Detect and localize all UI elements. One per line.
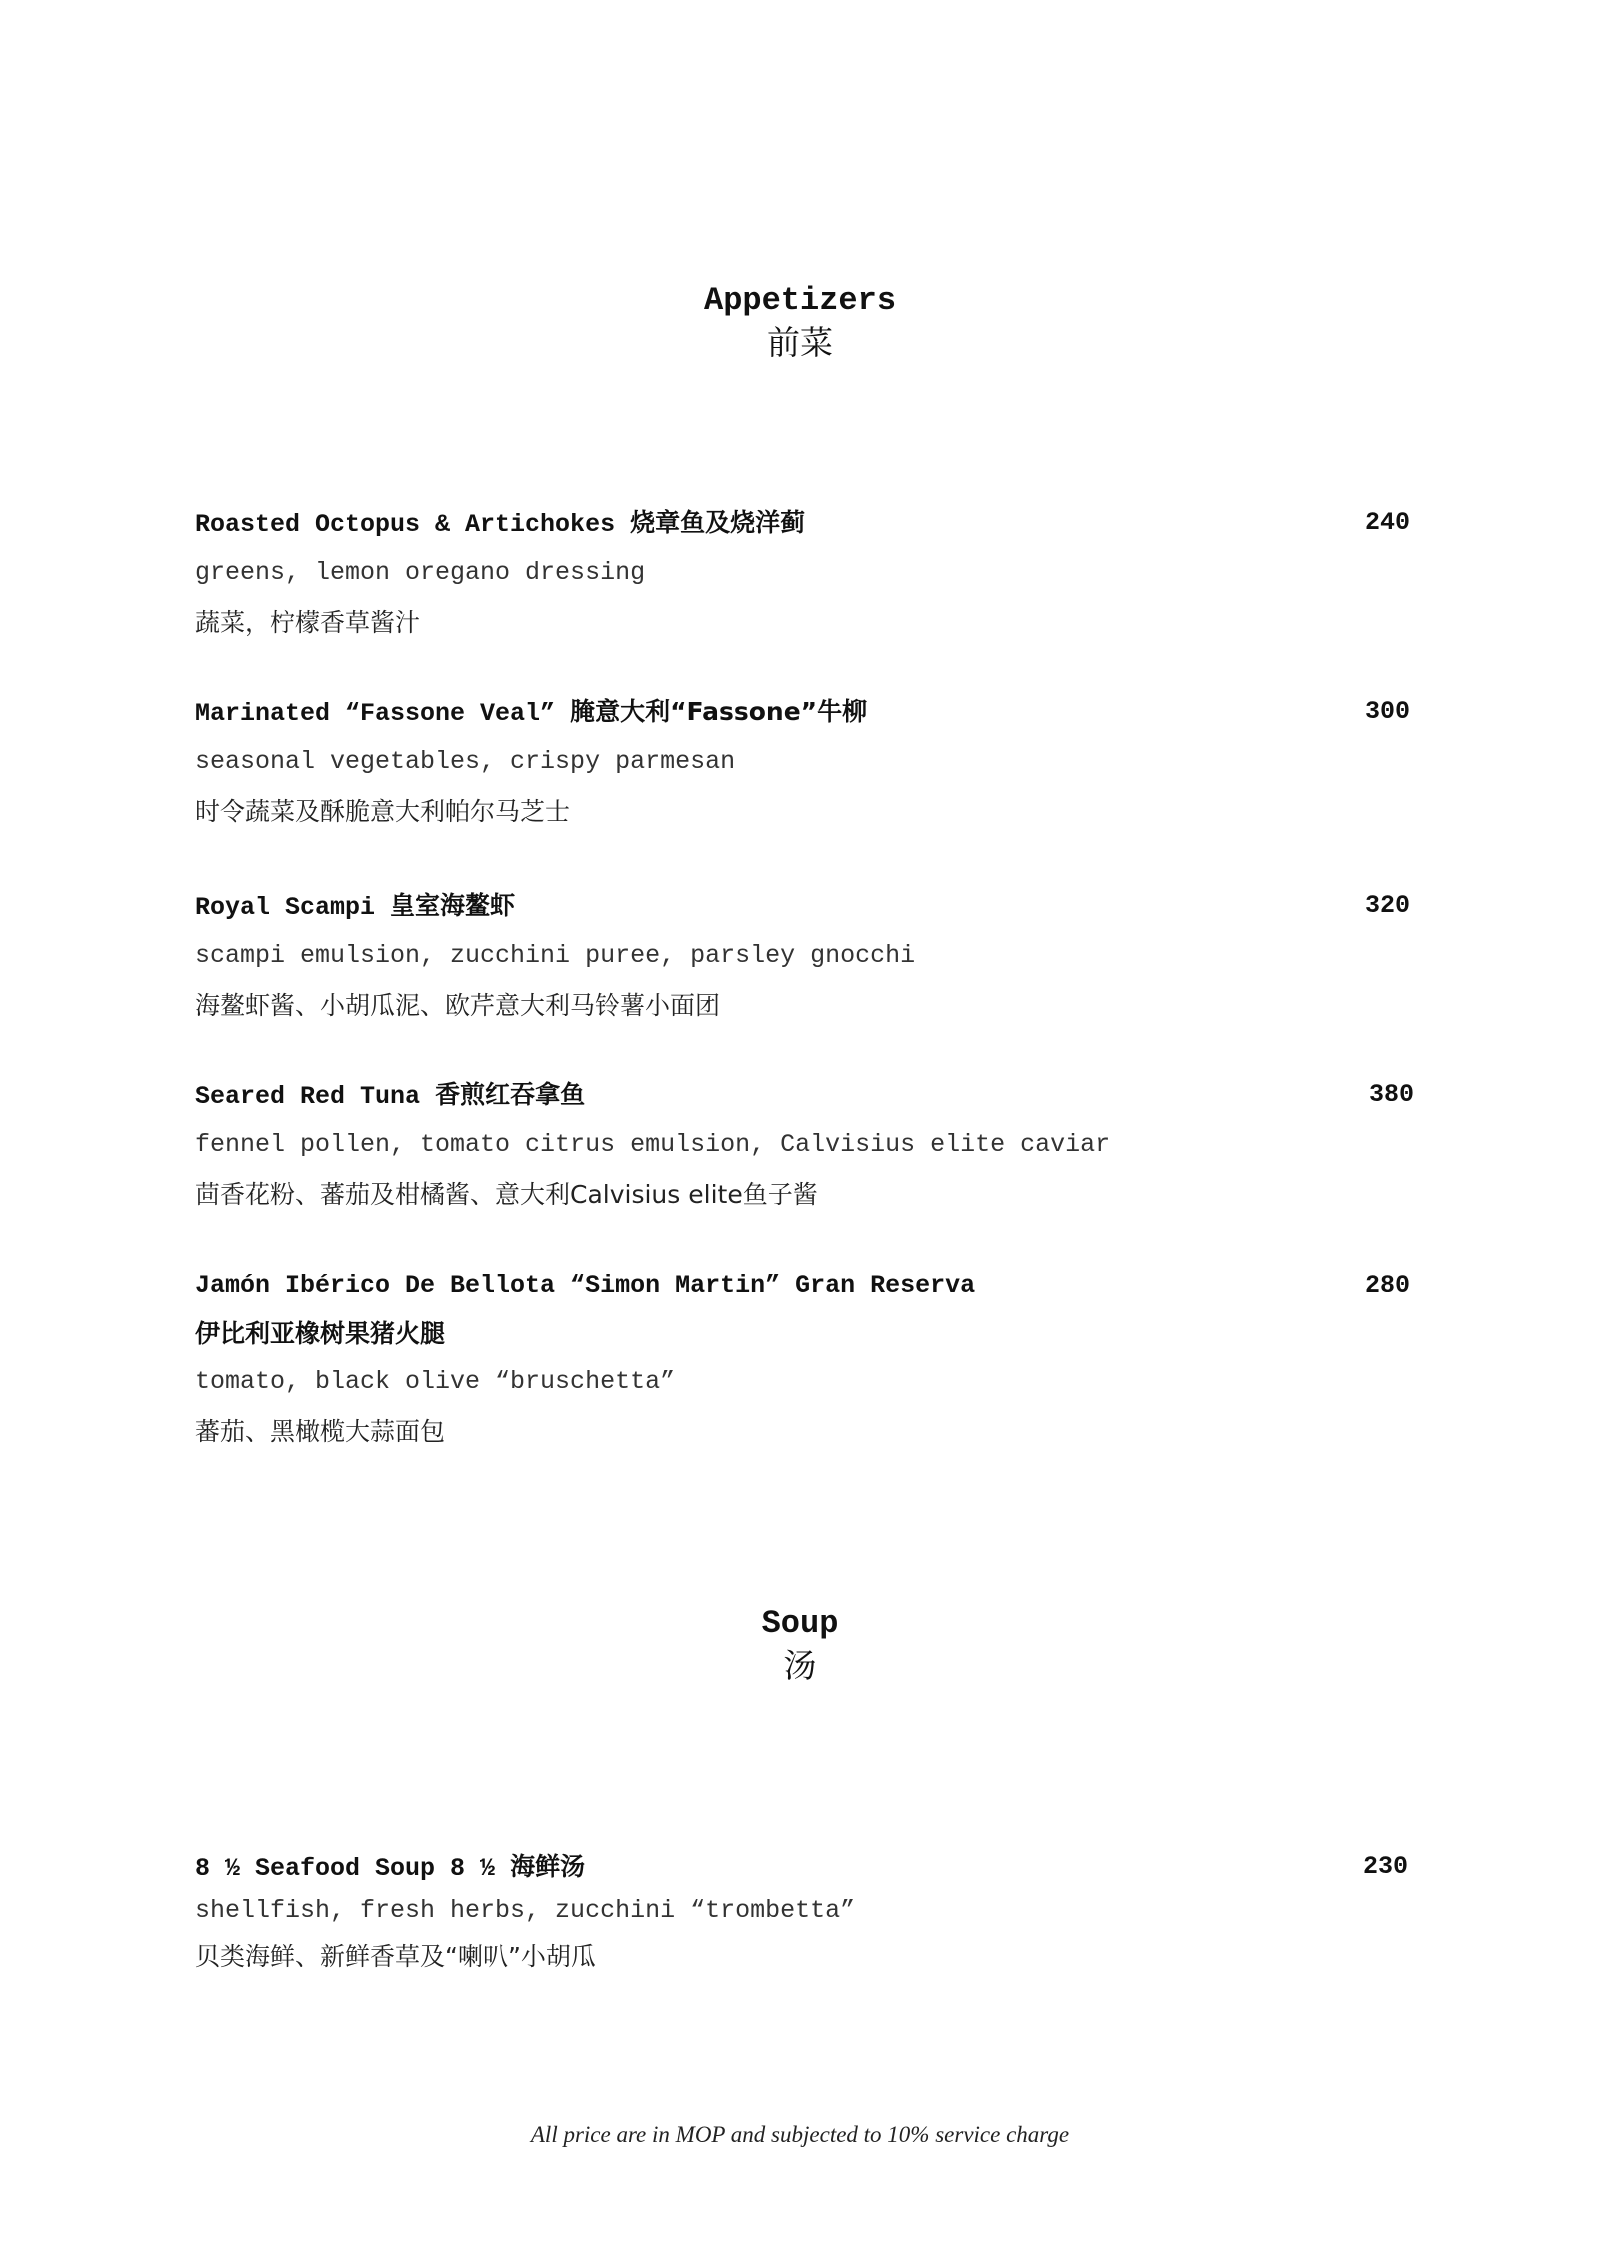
soup-title-zh: 汤	[783, 1646, 817, 1685]
appetizers-title-en: Appetizers	[703, 282, 897, 319]
item-description-zh: 海鳌虾酱、小胡瓜泥、欧芹意大利马铃薯小面团	[195, 991, 721, 1020]
item-price: 380	[1368, 1080, 1414, 1109]
menu-item-royal-scampi	[195, 882, 1410, 1032]
appetizers-heading	[0, 280, 1600, 364]
menu-item-seared-red-tuna	[195, 1071, 1414, 1221]
item-name-zh: 皇室海鳌虾	[390, 891, 516, 920]
item-name-en: Jamón Ibérico De Bellota “Simon Martin” Gran Reserva	[195, 1271, 976, 1300]
soup-heading	[0, 1603, 1600, 1687]
item-name	[195, 1845, 1410, 1891]
item-name	[195, 1071, 1410, 1121]
item-price: 300	[1364, 697, 1410, 726]
item-description-en: seasonal vegetables, crispy parmesan	[195, 747, 736, 776]
item-price: 320	[1364, 891, 1410, 920]
item-price: 280	[1364, 1271, 1410, 1300]
item-description-en: fennel pollen, tomato citrus emulsion, Calvisius elite caviar	[195, 1130, 1111, 1159]
item-description-en: shellfish, fresh herbs, zucchini “trombetta”	[195, 1896, 856, 1925]
item-name	[195, 882, 1410, 932]
item-name-en: 8 ½ Seafood Soup 8 ½	[195, 1854, 496, 1883]
item-description-zh: 茴香花粉、蕃茄及柑橘酱、意大利Calvisius elite鱼子酱	[195, 1180, 818, 1209]
item-name-zh: 烧章鱼及烧洋蓟	[630, 508, 806, 537]
item-description-en: scampi emulsion, zucchini puree, parsley gnocchi	[195, 941, 916, 970]
service-charge-note: All price are in MOP and subjected to 10% service charge	[530, 2122, 1070, 2147]
item-price: 230	[1362, 1852, 1408, 1881]
item-description-en: greens, lemon oregano dressing	[195, 558, 646, 587]
item-name-zh: 伊比利亚橡树果猪火腿	[195, 1319, 446, 1348]
item-name-en: Marinated “Fassone Veal”	[195, 699, 556, 728]
item-name-en: Roasted Octopus & Artichokes	[195, 510, 616, 539]
item-description-zh: 蕃茄、黑橄榄大蒜面包	[195, 1417, 446, 1446]
item-description-zh: 蔬菜，柠檬香草酱汁	[195, 608, 421, 637]
soup-title-en: Soup	[761, 1605, 839, 1642]
item-name-zh: 海鲜汤	[510, 1852, 586, 1881]
appetizers-title-zh: 前菜	[767, 323, 833, 362]
item-price: 240	[1364, 508, 1410, 537]
item-name	[195, 688, 1410, 738]
item-description-zh: 贝类海鲜、新鲜香草及“喇叭”小胡瓜	[195, 1942, 596, 1971]
menu-item-seafood-soup	[195, 1845, 1410, 1983]
item-description-en: tomato, black olive “bruschetta”	[195, 1367, 676, 1396]
item-description-zh: 时令蔬菜及酥脆意大利帕尔马芝士	[195, 797, 571, 826]
item-name	[195, 499, 1410, 549]
menu-item-jamon-iberico	[195, 1262, 1410, 1458]
item-name-zh: 腌意大利“Fassone”牛柳	[570, 697, 868, 726]
item-name-en: Royal Scampi	[195, 893, 376, 922]
menu-item-fassone-veal	[195, 688, 1410, 838]
item-name-en: Seared Red Tuna	[195, 1082, 421, 1111]
menu-item-roasted-octopus	[195, 499, 1410, 649]
item-name-zh: 香煎红吞拿鱼	[435, 1080, 586, 1109]
